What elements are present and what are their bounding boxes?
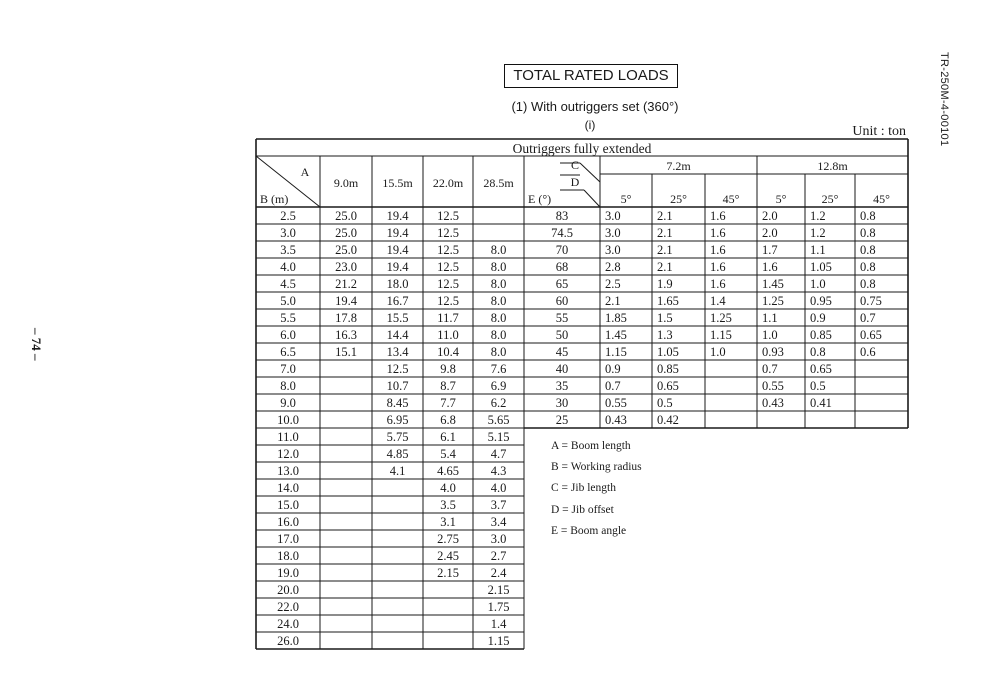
boom-angle-cell: 55 <box>555 311 569 325</box>
radius-cell: 22.0 <box>277 600 299 614</box>
jib-load-cell: 2.1 <box>657 243 673 257</box>
load-cell: 14.4 <box>386 328 409 342</box>
load-cell: 5.4 <box>440 447 456 461</box>
legend-item: B = Working radius <box>551 461 642 474</box>
legend <box>551 436 642 542</box>
radius-cell: 19.0 <box>277 566 299 580</box>
load-cell: 5.65 <box>487 413 510 427</box>
load-cell: 8.0 <box>490 345 507 359</box>
load-cell: 18.0 <box>386 277 409 291</box>
jib-load-cell: 0.8 <box>860 260 876 274</box>
jib-load-cell: 0.6 <box>860 345 876 359</box>
jib-load-cell: 1.6 <box>710 260 726 274</box>
jib-load-cell: 1.1 <box>810 243 826 257</box>
jib-load-cell: 1.9 <box>657 277 673 291</box>
boom-angle-cell: 45 <box>555 345 569 359</box>
boom-length-header: 9.0m <box>333 176 359 190</box>
load-cell: 12.5 <box>437 226 459 240</box>
page-subtitle: (1) With outriggers set (360°) <box>511 99 679 114</box>
load-cell: 4.3 <box>490 464 507 478</box>
load-cell: 23.0 <box>335 260 357 274</box>
jib-load-cell: 1.2 <box>810 226 826 240</box>
jib-load-cell: 0.65 <box>657 379 679 393</box>
jib-load-cell: 0.8 <box>810 345 826 359</box>
load-cell: 1.75 <box>487 600 510 614</box>
load-cell: 4.7 <box>490 447 507 461</box>
boom-angle-cell: 50 <box>555 328 569 342</box>
load-cell: 4.0 <box>490 481 507 495</box>
jib-load-cell: 1.6 <box>710 243 726 257</box>
jib-offset-header: 5° <box>775 192 787 206</box>
jib-load-cell: 2.8 <box>605 260 621 274</box>
boom-angle-cell: 83 <box>555 209 569 223</box>
jib-load-cell: 1.2 <box>810 209 826 223</box>
radius-cell: 16.0 <box>277 515 299 529</box>
load-cell: 19.4 <box>386 260 409 274</box>
jib-offset-header: 45° <box>873 192 890 206</box>
boom-angle-cell: 35 <box>555 379 569 393</box>
load-cell: 6.1 <box>440 430 456 444</box>
radius-cell: 24.0 <box>277 617 299 631</box>
jib-load-cell: 0.85 <box>657 362 679 376</box>
load-cell: 25.0 <box>335 243 357 257</box>
jib-offset-header: 25° <box>821 192 839 206</box>
jib-load-cell: 1.6 <box>762 260 778 274</box>
load-cell: 25.0 <box>335 209 357 223</box>
load-cell: 19.4 <box>386 209 409 223</box>
jib-load-cell: 2.1 <box>605 294 621 308</box>
jib-load-cell: 1.0 <box>762 328 778 342</box>
jib-load-cell: 2.1 <box>657 260 673 274</box>
radius-cell: 4.0 <box>280 260 296 274</box>
radius-cell: 18.0 <box>277 549 299 563</box>
load-cell: 19.4 <box>335 294 357 308</box>
jib-offset-header: 45° <box>722 192 740 206</box>
jib-offset-header: 5° <box>620 192 632 206</box>
radius-cell: 15.0 <box>277 498 299 512</box>
jib-load-cell: 1.45 <box>762 277 784 291</box>
legend-item: C = Jib length <box>551 482 616 495</box>
jib-load-cell: 0.9 <box>605 362 621 376</box>
jib-load-cell: 1.1 <box>762 311 778 325</box>
radius-cell: 8.0 <box>280 379 296 393</box>
jib-load-cell: 0.95 <box>810 294 832 308</box>
group-title: Outriggers fully extended <box>512 141 652 156</box>
load-cell: 4.1 <box>389 464 406 478</box>
jib-load-cell: 2.1 <box>657 209 673 223</box>
jib-load-cell: 1.5 <box>657 311 673 325</box>
radius-cell: 2.5 <box>280 209 296 223</box>
jib-load-cell: 0.65 <box>860 328 882 342</box>
load-cell: 10.7 <box>386 379 409 393</box>
boom-length-header: 22.0m <box>432 176 464 190</box>
jib-offset-header: 25° <box>670 192 687 206</box>
load-cell: 6.8 <box>440 413 456 427</box>
load-cell: 8.0 <box>490 243 507 257</box>
load-cell: 11.7 <box>437 311 459 325</box>
load-cell: 19.4 <box>386 226 409 240</box>
load-cell: 6.9 <box>490 379 507 393</box>
load-cell: 2.4 <box>490 566 507 580</box>
radius-cell: 6.5 <box>280 345 296 359</box>
legend-item: E = Boom angle <box>551 524 627 537</box>
page-number: – 74 – <box>29 328 44 361</box>
load-cell: 3.0 <box>490 532 507 546</box>
load-cell: 1.4 <box>490 617 507 631</box>
jib-load-cell: 2.0 <box>762 226 778 240</box>
radius-cell: 26.0 <box>277 634 299 648</box>
jib-load-cell: 0.41 <box>810 396 832 410</box>
load-cell: 6.2 <box>490 396 507 410</box>
boom-angle-cell: 70 <box>555 243 569 257</box>
load-cell: 1.15 <box>487 634 510 648</box>
corner-label-c: C <box>570 158 580 172</box>
load-cell: 12.5 <box>437 277 459 291</box>
jib-load-cell: 3.0 <box>605 243 621 257</box>
jib-load-cell: 1.0 <box>810 277 826 291</box>
load-cell: 9.8 <box>440 362 456 376</box>
load-cell: 2.75 <box>437 532 459 546</box>
radius-cell: 11.0 <box>277 430 299 444</box>
radius-cell: 3.5 <box>280 243 296 257</box>
jib-load-cell: 0.8 <box>860 243 876 257</box>
load-cell: 25.0 <box>335 226 357 240</box>
radius-cell: 5.0 <box>280 294 296 308</box>
load-cell: 4.85 <box>386 447 409 461</box>
load-cell: 3.1 <box>440 515 456 529</box>
load-cell: 15.1 <box>335 345 357 359</box>
boom-angle-cell: 74.5 <box>551 226 573 240</box>
radius-cell: 10.0 <box>277 413 299 427</box>
load-cell: 2.7 <box>490 549 507 563</box>
load-cell: 6.95 <box>386 413 409 427</box>
jib-load-cell: 1.0 <box>710 345 726 359</box>
jib-load-cell: 0.65 <box>810 362 832 376</box>
load-cell: 12.5 <box>386 362 409 376</box>
radius-cell: 17.0 <box>277 532 299 546</box>
boom-angle-cell: 65 <box>555 277 569 291</box>
jib-load-cell: 1.3 <box>657 328 673 342</box>
load-cell: 7.6 <box>490 362 507 376</box>
jib-load-cell: 0.42 <box>657 413 679 427</box>
jib-load-cell: 1.05 <box>810 260 832 274</box>
jib-load-cell: 1.65 <box>657 294 679 308</box>
jib-load-cell: 0.75 <box>860 294 882 308</box>
jib-load-cell: 0.85 <box>810 328 832 342</box>
load-cell: 3.5 <box>440 498 456 512</box>
jib-load-cell: 1.15 <box>605 345 627 359</box>
load-cell: 16.7 <box>386 294 409 308</box>
load-cell: 4.0 <box>440 481 456 495</box>
load-cell: 12.5 <box>437 260 459 274</box>
load-cell: 10.4 <box>437 345 459 359</box>
load-cell: 8.0 <box>490 328 507 342</box>
load-cell: 12.5 <box>437 243 459 257</box>
jib-load-cell: 0.93 <box>762 345 784 359</box>
boom-angle-cell: 25 <box>555 413 569 427</box>
radius-cell: 4.5 <box>280 277 296 291</box>
load-cell: 8.7 <box>440 379 456 393</box>
sub-item-label: (i) <box>584 118 596 132</box>
jib-length-header: 12.8m <box>817 159 848 173</box>
jib-load-cell: 1.6 <box>710 277 726 291</box>
table-rule <box>584 190 600 207</box>
load-cell: 8.0 <box>490 294 507 308</box>
jib-load-cell: 1.6 <box>710 209 726 223</box>
radius-cell: 7.0 <box>280 362 296 376</box>
radius-cell: 9.0 <box>280 396 296 410</box>
jib-load-cell: 0.8 <box>860 226 876 240</box>
corner-label-e: E (°) <box>528 192 552 206</box>
jib-load-cell: 0.55 <box>605 396 627 410</box>
jib-load-cell: 1.4 <box>710 294 726 308</box>
load-cell: 2.15 <box>437 566 459 580</box>
radius-cell: 14.0 <box>277 481 299 495</box>
radius-cell: 3.0 <box>280 226 296 240</box>
load-cell: 3.7 <box>490 498 507 512</box>
boom-length-header: 15.5m <box>382 176 413 190</box>
jib-load-cell: 1.05 <box>657 345 679 359</box>
jib-load-cell: 0.7 <box>860 311 876 325</box>
jib-load-cell: 0.5 <box>657 396 673 410</box>
jib-load-cell: 1.7 <box>762 243 778 257</box>
jib-load-cell: 0.8 <box>860 209 876 223</box>
load-cell: 13.4 <box>386 345 409 359</box>
jib-load-cell: 1.85 <box>605 311 627 325</box>
unit-label: Unit : ton <box>852 124 906 139</box>
document-reference: TR-250M-4-00101 <box>938 52 950 147</box>
boom-angle-cell: 60 <box>555 294 569 308</box>
load-cell: 8.45 <box>386 396 409 410</box>
jib-load-cell: 1.6 <box>710 226 726 240</box>
jib-load-cell: 1.25 <box>710 311 732 325</box>
corner-label-a: A <box>300 165 310 179</box>
jib-load-cell: 0.8 <box>860 277 876 291</box>
page-title: TOTAL RATED LOADS <box>504 64 678 88</box>
boom-angle-cell: 30 <box>555 396 569 410</box>
radius-cell: 5.5 <box>280 311 296 325</box>
load-cell: 8.0 <box>490 277 507 291</box>
radius-cell: 6.0 <box>280 328 296 342</box>
jib-length-header: 7.2m <box>666 159 691 173</box>
load-cell: 11.0 <box>437 328 459 342</box>
table-rule <box>580 163 600 182</box>
load-cell: 3.4 <box>490 515 507 529</box>
jib-load-cell: 0.5 <box>810 379 826 393</box>
jib-load-cell: 0.55 <box>762 379 784 393</box>
corner-label-b: B (m) <box>260 192 289 206</box>
radius-cell: 13.0 <box>277 464 299 478</box>
radius-cell: 20.0 <box>277 583 299 597</box>
boom-angle-cell: 40 <box>555 362 569 376</box>
load-cell: 8.0 <box>490 260 507 274</box>
corner-label-d: D <box>570 175 580 189</box>
load-cell: 21.2 <box>335 277 357 291</box>
boom-length-header: 28.5m <box>483 176 514 190</box>
load-cell: 4.65 <box>437 464 459 478</box>
load-cell: 15.5 <box>386 311 409 325</box>
load-cell: 12.5 <box>437 209 459 223</box>
load-cell: 7.7 <box>440 396 456 410</box>
load-cell: 5.15 <box>487 430 510 444</box>
jib-load-cell: 0.7 <box>762 362 778 376</box>
jib-load-cell: 0.43 <box>605 413 627 427</box>
load-cell: 2.15 <box>487 583 510 597</box>
load-cell: 8.0 <box>490 311 507 325</box>
legend-item: A = Boom length <box>551 440 631 452</box>
load-cell: 2.45 <box>437 549 459 563</box>
jib-load-cell: 1.15 <box>710 328 732 342</box>
jib-load-cell: 0.9 <box>810 311 826 325</box>
jib-load-cell: 3.0 <box>605 226 621 240</box>
load-cell: 17.8 <box>335 311 357 325</box>
jib-load-cell: 3.0 <box>605 209 621 223</box>
load-cell: 19.4 <box>386 243 409 257</box>
legend-item: D = Jib offset <box>551 503 614 516</box>
jib-load-cell: 1.25 <box>762 294 784 308</box>
jib-load-cell: 2.5 <box>605 277 621 291</box>
boom-angle-cell: 68 <box>555 260 569 274</box>
load-cell: 5.75 <box>386 430 409 444</box>
jib-load-cell: 0.7 <box>605 379 621 393</box>
load-cell: 12.5 <box>437 294 459 308</box>
jib-load-cell: 2.0 <box>762 209 778 223</box>
load-cell: 16.3 <box>335 328 357 342</box>
jib-load-cell: 0.43 <box>762 396 784 410</box>
radius-cell: 12.0 <box>277 447 299 461</box>
jib-load-cell: 2.1 <box>657 226 673 240</box>
jib-load-cell: 1.45 <box>605 328 627 342</box>
